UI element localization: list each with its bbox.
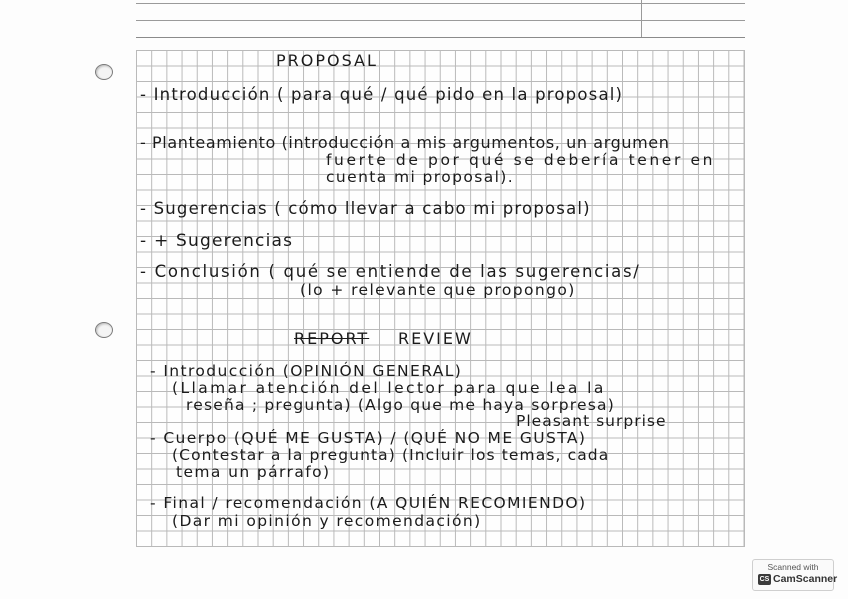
watermark-camscanner: CamScanner — [773, 573, 838, 585]
review-line-cuerpo-cont1: (Contestar a la pregunta) (Incluir los temas, cada — [172, 446, 610, 464]
binder-hole-top — [95, 64, 113, 80]
proposal-line-conclusion-cont: (lo + relevante que propongo) — [300, 281, 576, 299]
review-line-introduccion: - Introducción (OPINIÓN GENERAL) — [150, 362, 463, 380]
proposal-line-planteamiento: - Planteamiento (introducción a mis argumentos, un argumen — [140, 133, 670, 152]
proposal-line-conclusion: - Conclusión ( qué se entiende de las sugerencias/ — [140, 262, 641, 281]
watermark-scanned-with: Scanned with — [767, 562, 819, 572]
review-line-introduccion-cont1: (Llamar atención del lector para que lea la — [172, 379, 606, 397]
binder-hole-bottom — [95, 322, 113, 338]
review-heading: REVIEW — [398, 329, 473, 348]
review-line-introduccion-cont2: reseña ; pregunta) (Algo que me haya sorpresa) — [186, 396, 615, 414]
camscanner-logo-icon: CS — [759, 576, 770, 583]
strip-divider — [641, 0, 642, 37]
review-line-cuerpo: - Cuerpo (QUÉ ME GUSTA) / (QUÉ NO ME GUSTA) — [150, 429, 587, 447]
camscanner-watermark — [752, 559, 838, 591]
report-heading-crossed: REPORT — [294, 329, 370, 348]
proposal-line-planteamiento-cont2: cuenta mi proposal). — [326, 168, 515, 186]
proposal-line-introduccion: - Introducción ( para qué / qué pido en la proposal) — [140, 85, 624, 104]
proposal-line-mas-sugerencias: - + Sugerencias — [140, 231, 294, 251]
review-line-final: - Final / recomendación (A QUIÉN RECOMIENDO) — [150, 494, 587, 512]
review-line-final-cont: (Dar mi opinión y recomendación) — [172, 512, 482, 530]
review-line-pleasant-surprise: Pleasant surprise — [516, 412, 667, 430]
proposal-line-planteamiento-cont1: fuerte de por qué se debería tener en — [326, 151, 716, 169]
review-line-cuerpo-cont2: tema un párrafo) — [176, 463, 331, 481]
top-ruled-strip — [136, 0, 745, 38]
proposal-heading: PROPOSAL — [276, 51, 378, 70]
proposal-line-sugerencias: - Sugerencias ( cómo llevar a cabo mi proposal) — [140, 199, 591, 218]
